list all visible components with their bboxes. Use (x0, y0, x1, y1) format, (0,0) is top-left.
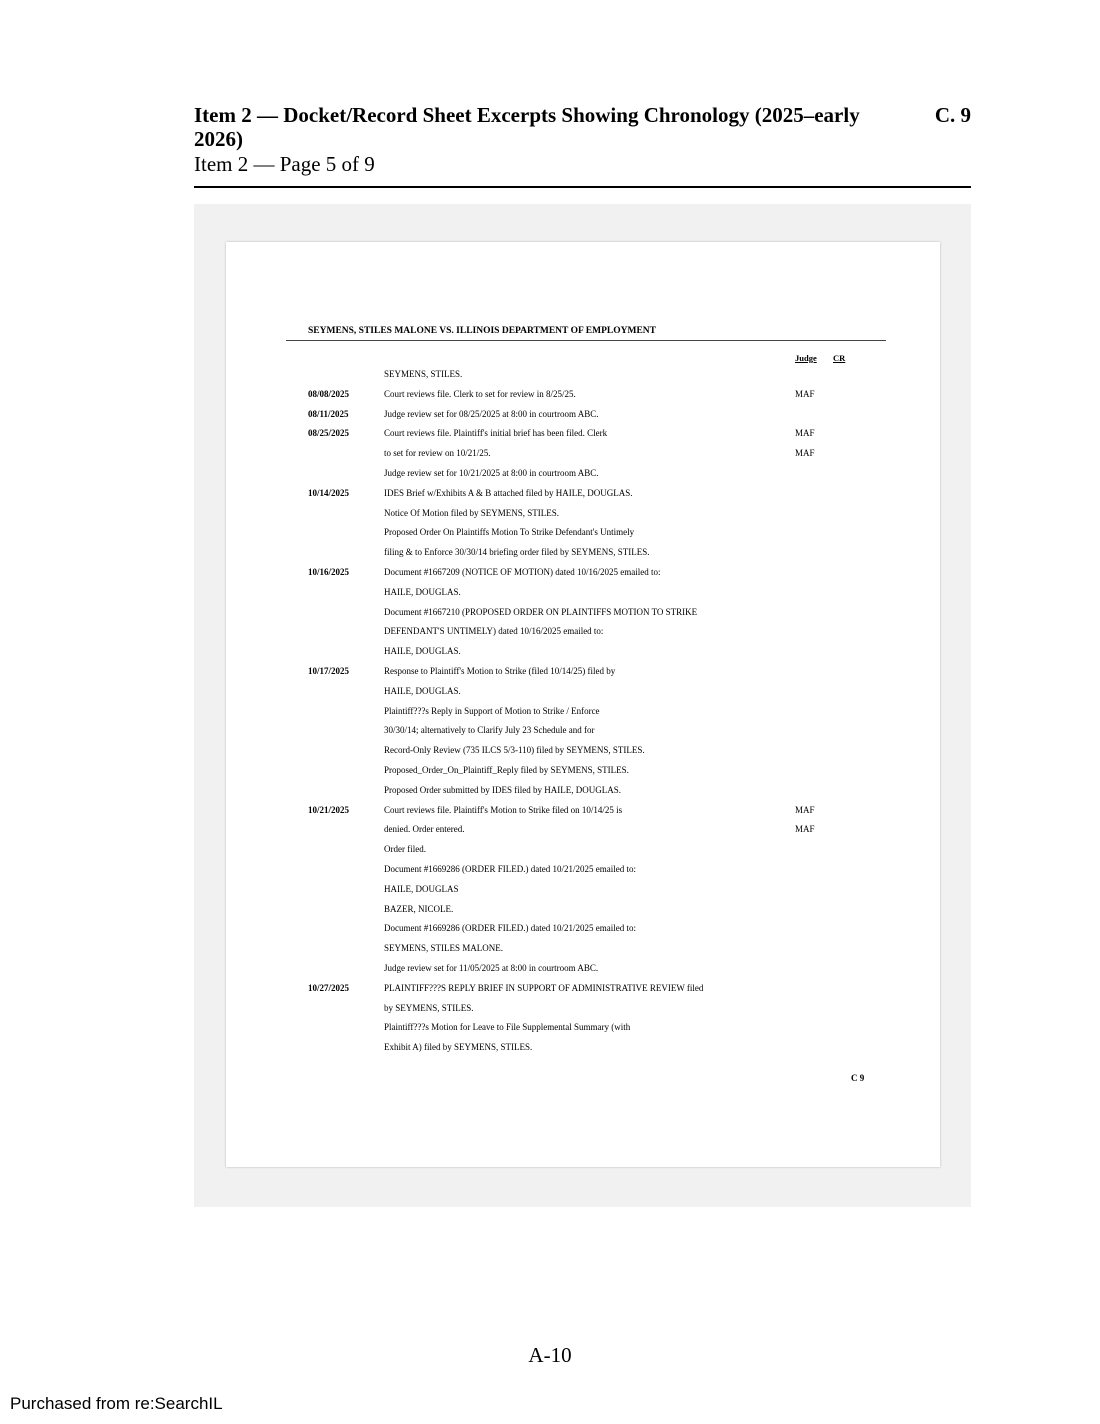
docket-date: 10/21/2025 (308, 804, 350, 815)
page-subtitle: Item 2 — Page 5 of 9 (194, 152, 375, 176)
docket-row (0, 1018, 1100, 1038)
docket-entry-text: Notice Of Motion filed by SEYMENS, STILES. (384, 507, 559, 518)
docket-entry-text: Document #1669286 (ORDER FILED.) dated 10/21/2025 emailed to: (384, 863, 636, 874)
docket-entry-text: Exhibit A) filed by SEYMENS, STILES. (384, 1042, 533, 1053)
docket-entry-text: to set for review on 10/21/25. (384, 448, 491, 459)
docket-row (0, 563, 1100, 583)
docket-entry-text: Proposed Order submitted by IDES filed by HAILE, DOUGLAS. (384, 784, 621, 795)
docket-row (0, 385, 1100, 405)
docket-row (0, 662, 1100, 682)
docket-row (0, 999, 1100, 1019)
docket-entry-text: PLAINTIFF???S REPLY BRIEF IN SUPPORT OF ADMINISTRATIVE REVIEW filed (384, 982, 704, 993)
docket-row (0, 464, 1100, 484)
column-header-judge: Judge (795, 353, 817, 363)
docket-date: 08/11/2025 (308, 408, 349, 419)
docket-entry-text: Document #1669286 (ORDER FILED.) dated 10/21/2025 emailed to: (384, 923, 636, 934)
docket-entry-text: Plaintiff???s Reply in Support of Motion to Strike / Enforce (384, 705, 600, 716)
docket-row (0, 880, 1100, 900)
docket-row (0, 801, 1100, 821)
docket-row (0, 721, 1100, 741)
docket-entry-text: denied. Order entered. (384, 824, 465, 835)
docket-row (0, 484, 1100, 504)
docket-date: 08/08/2025 (308, 388, 350, 399)
docket-row (0, 365, 1100, 385)
header-divider (194, 186, 971, 188)
case-title: SEYMENS, STILES MALONE VS. ILLINOIS DEPARTMENT OF EMPLOYMENT (308, 326, 656, 336)
docket-entry-text: Proposed_Order_On_Plaintiff_Reply filed by SEYMENS, STILES. (384, 764, 629, 775)
docket-row (0, 642, 1100, 662)
docket-row (0, 543, 1100, 563)
docket-entry-text: Record-Only Review (735 ILCS 5/3-110) filed by SEYMENS, STILES. (384, 745, 645, 756)
docket-row (0, 523, 1100, 543)
docket-entry-text: filing & to Enforce 30/30/14 briefing order filed by SEYMENS, STILES. (384, 547, 650, 558)
docket-entry-text: HAILE, DOUGLAS (384, 883, 459, 894)
column-header-cr: CR (833, 353, 846, 363)
docket-entry-text: Response to Plaintiff's Motion to Strike (filed 10/14/25) filed by (384, 665, 616, 676)
docket-judge: MAF (795, 824, 815, 835)
c-number: C. 9 (934, 103, 971, 127)
docket-row (0, 702, 1100, 722)
docket-judge: MAF (795, 448, 815, 459)
docket-row (0, 939, 1100, 959)
docket-date: 10/16/2025 (308, 566, 350, 577)
docket-date: 10/17/2025 (308, 665, 350, 676)
docket-row (0, 583, 1100, 603)
document-header (194, 103, 971, 177)
docket-entry-text: Plaintiff???s Motion for Leave to File Supplemental Summary (with (384, 1022, 631, 1033)
purchase-footer: Purchased from re:SearchIL (10, 1394, 223, 1413)
docket-row (0, 979, 1100, 999)
docket-row (0, 761, 1100, 781)
docket-entry-text: Judge review set for 08/25/2025 at 8:00 in courtroom ABC. (384, 408, 599, 419)
docket-entry-text: IDES Brief w/Exhibits A & B attached filed by HAILE, DOUGLAS. (384, 487, 633, 498)
docket-entry-text: Judge review set for 11/05/2025 at 8:00 in courtroom ABC. (384, 962, 599, 973)
docket-entries (0, 365, 1100, 1058)
docket-row (0, 444, 1100, 464)
sheet-page-mark: C 9 (851, 1073, 865, 1083)
docket-judge: MAF (795, 428, 815, 439)
docket-entry-text: HAILE, DOUGLAS. (384, 586, 461, 597)
docket-entry-text: Document #1667209 (NOTICE OF MOTION) dated 10/16/2025 emailed to: (384, 566, 661, 577)
docket-entry-text: BAZER, NICOLE. (384, 903, 454, 914)
docket-row (0, 682, 1100, 702)
docket-row (0, 405, 1100, 425)
docket-judge: MAF (795, 804, 815, 815)
docket-entry-text: Judge review set for 10/21/2025 at 8:00 in courtroom ABC. (384, 467, 599, 478)
docket-row (0, 741, 1100, 761)
docket-entry-text: by SEYMENS, STILES. (384, 1002, 474, 1013)
docket-row (0, 622, 1100, 642)
case-title-divider (286, 340, 886, 341)
docket-entry-text: Court reviews file. Plaintiff's Motion to Strike filed on 10/14/25 is (384, 804, 623, 815)
docket-date: 10/27/2025 (308, 982, 350, 993)
docket-entry-text: SEYMENS, STILES MALONE. (384, 943, 504, 954)
docket-row (0, 781, 1100, 801)
docket-entry-text: Court reviews file. Clerk to set for review in 8/25/25. (384, 388, 576, 399)
docket-row (0, 840, 1100, 860)
docket-entry-text: 30/30/14; alternatively to Clarify July 23 Schedule and for (384, 725, 595, 736)
docket-entry-text: SEYMENS, STILES. (384, 369, 463, 379)
docket-entry-text: Document #1667210 (PROPOSED ORDER ON PLAINTIFFS MOTION TO STRIKE (384, 606, 698, 617)
docket-row (0, 900, 1100, 920)
docket-row (0, 424, 1100, 444)
docket-row (0, 603, 1100, 623)
docket-entry-text: Court reviews file. Plaintiff's initial brief has been filed. Clerk (384, 428, 608, 439)
docket-row (0, 1038, 1100, 1058)
docket-entry-text: Proposed Order On Plaintiffs Motion To Strike Defendant's Untimely (384, 527, 635, 538)
docket-row (0, 820, 1100, 840)
docket-date: 08/25/2025 (308, 428, 350, 439)
docket-entry-text: HAILE, DOUGLAS. (384, 685, 461, 696)
docket-entry-text: Order filed. (384, 844, 426, 855)
docket-judge: MAF (795, 388, 815, 399)
docket-row (0, 959, 1100, 979)
page-title: Item 2 — Docket/Record Sheet Excerpts Showing Chronology (2025–early 2026) (194, 103, 860, 151)
docket-row (0, 504, 1100, 524)
docket-date: 10/14/2025 (308, 487, 350, 498)
docket-row (0, 919, 1100, 939)
docket-entry-text: HAILE, DOUGLAS. (384, 646, 461, 657)
page-number: A-10 (528, 1343, 572, 1367)
docket-entry-text: DEFENDANT'S UNTIMELY) dated 10/16/2025 emailed to: (384, 626, 604, 637)
docket-row (0, 860, 1100, 880)
